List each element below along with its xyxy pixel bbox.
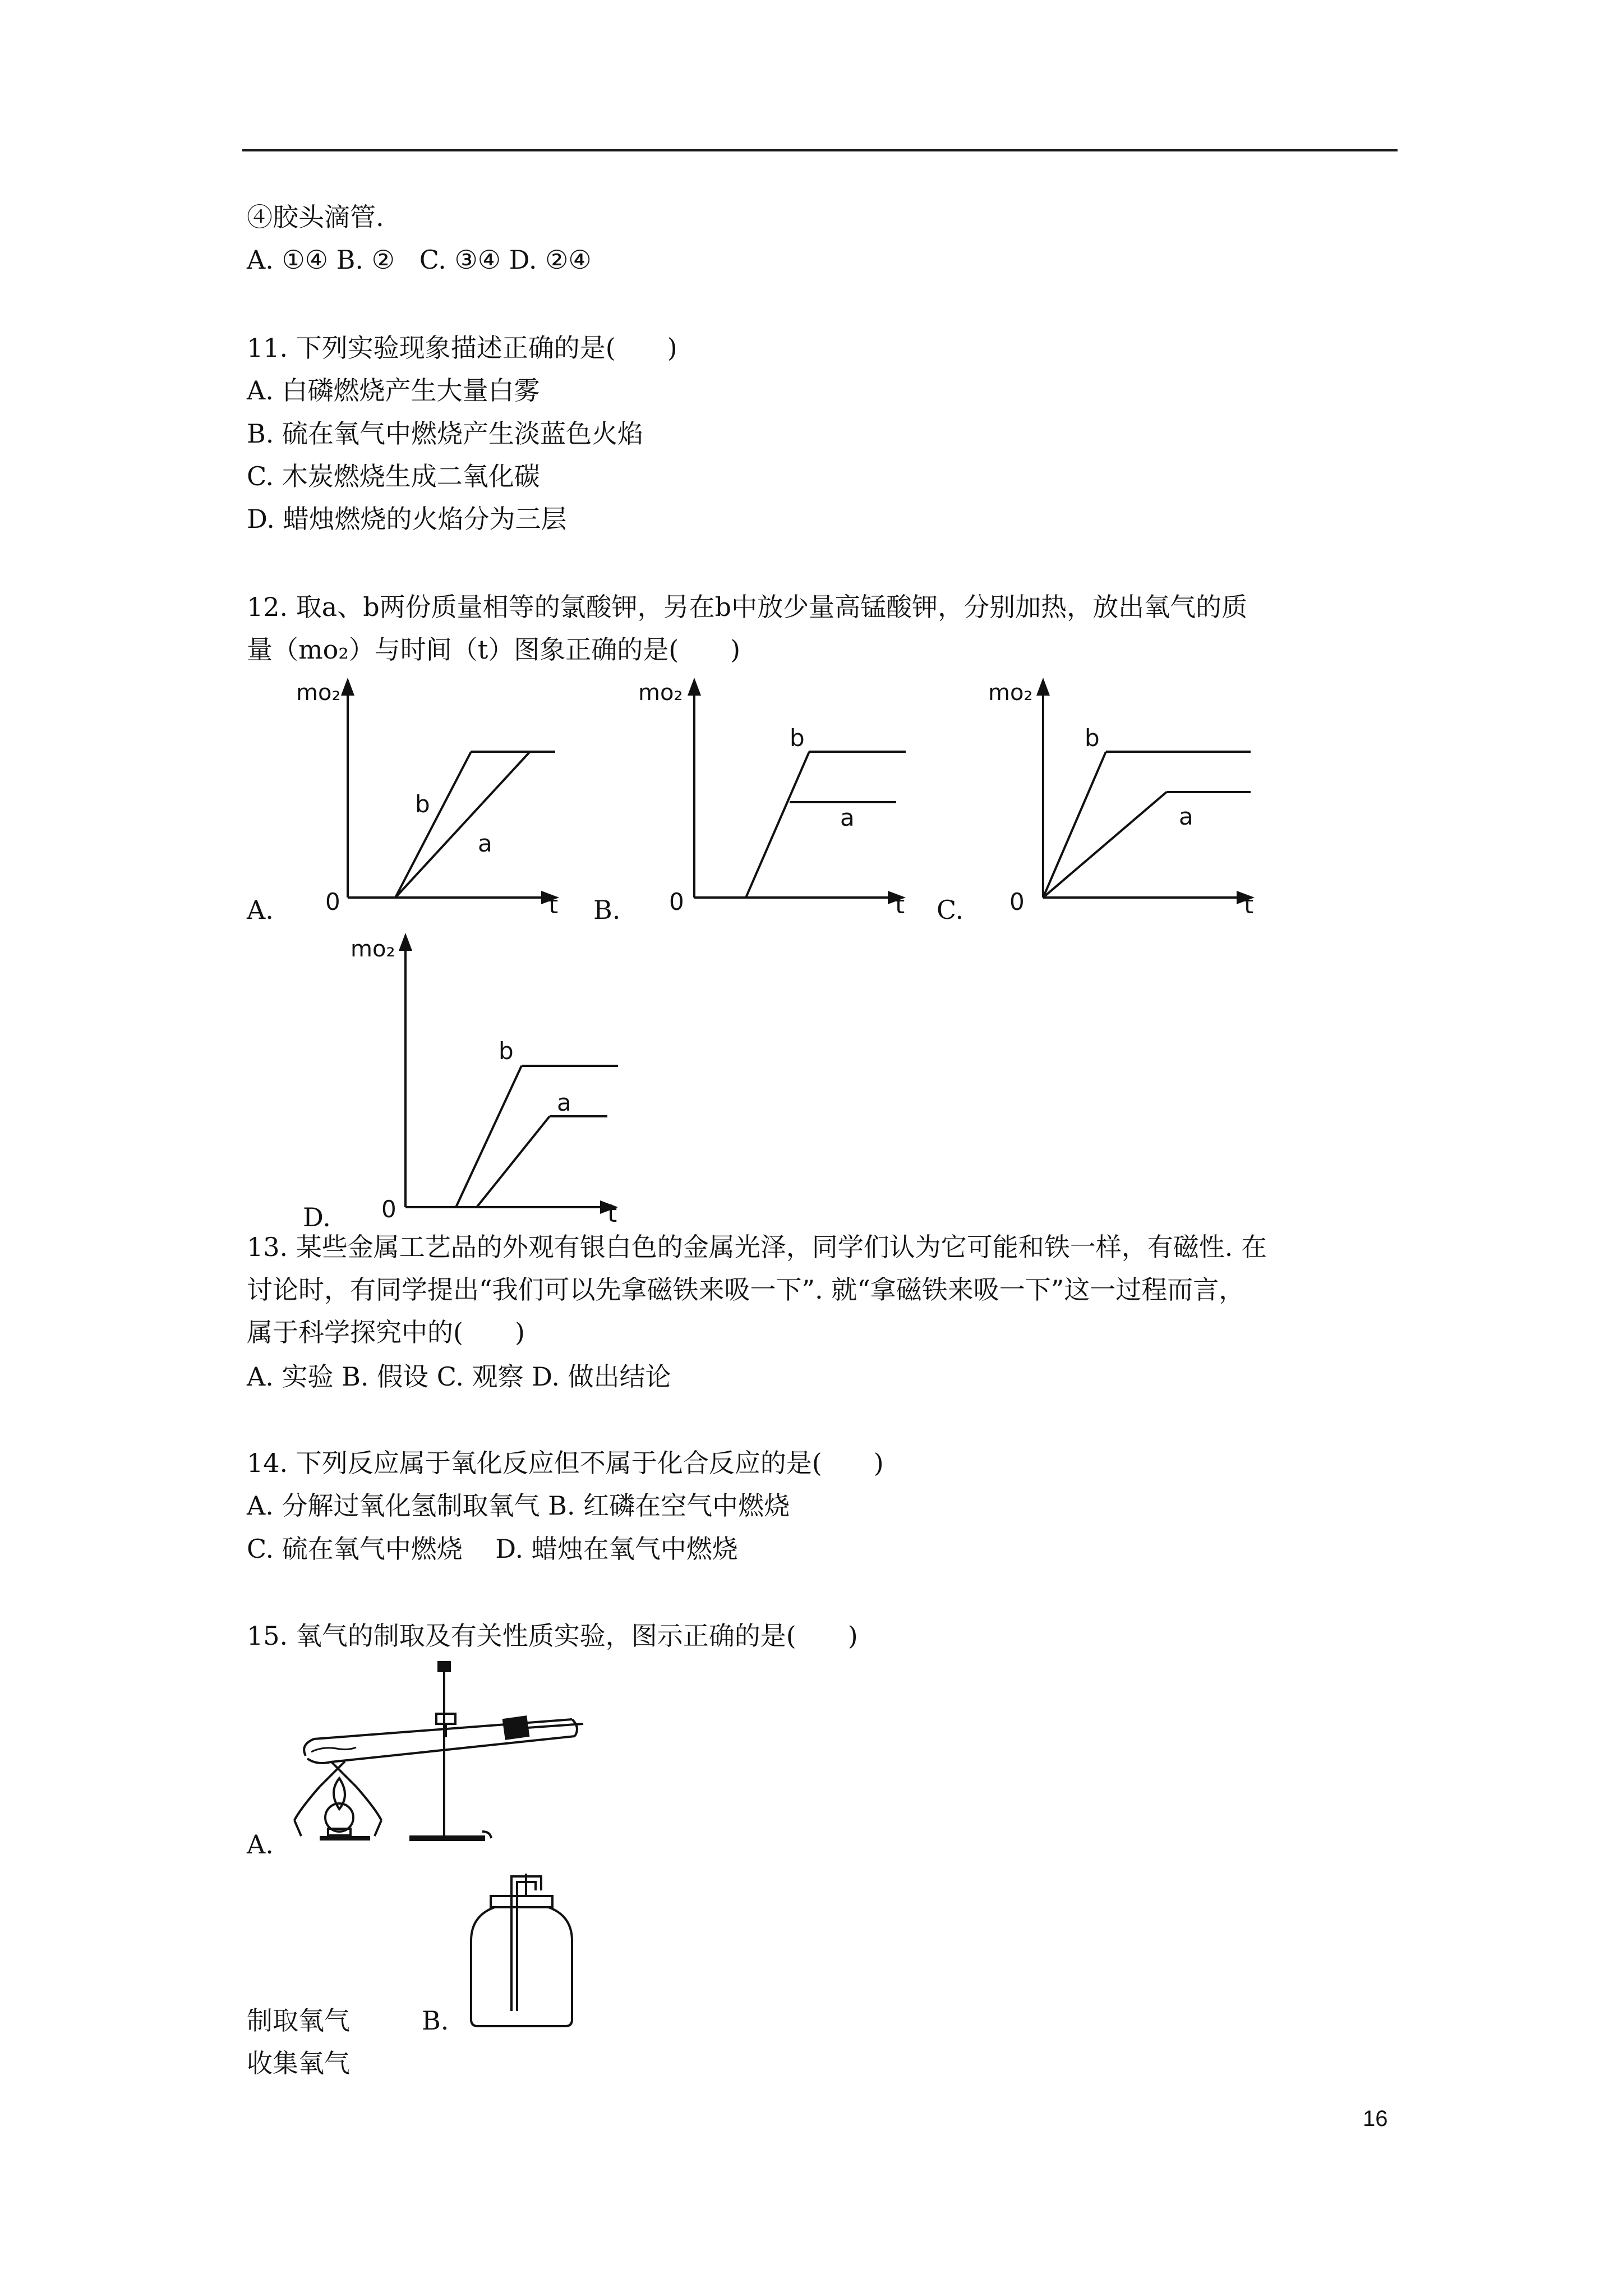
q14-stem: 14. 下列反应属于氧化反应但不属于化合反应的是( ) [247, 1448, 884, 1478]
apparatus-a-heating-tube-icon [292, 1658, 583, 1848]
graph-d [339, 926, 653, 1240]
q11-option-c: C. 木炭燃烧生成二氧化碳 [247, 461, 540, 491]
graph-c-xlabel: t [1244, 891, 1254, 919]
graph-d-origin: 0 [381, 1195, 396, 1223]
q15-b-label: B. [422, 2005, 449, 2036]
q11-option-a: A. 白磷燃烧产生大量白雾 [247, 375, 540, 406]
q10-tail: ④胶头滴管. [247, 202, 384, 232]
graph-a [280, 668, 594, 926]
q14-options-2: C. 硫在氧气中燃烧 D. 蜡烛在氧气中燃烧 [247, 1534, 738, 1564]
graph-a-label-b: b [415, 790, 430, 818]
apparatus-b-gas-bottle-icon [460, 1868, 583, 2031]
page-number: 16 [1363, 2106, 1388, 2131]
graph-b-option: B. [593, 895, 621, 925]
graph-d-ylabel: mo₂ [351, 936, 395, 962]
q15-stem: 15. 氧气的制取及有关性质实验，图示正确的是( ) [247, 1621, 858, 1651]
q13-line1: 13. 某些金属工艺品的外观有银白色的金属光泽，同学们认为它可能和铁一样，有磁性. 在 [247, 1232, 1267, 1262]
q13-options: A. 实验 B. 假设 C. 观察 D. 做出结论 [247, 1361, 671, 1392]
q15-a-caption: 制取氧气 [247, 2005, 350, 2036]
q11-option-b: B. 硫在氧气中燃烧产生淡蓝色火焰 [247, 418, 644, 449]
q12-stem-line1: 12. 取a、b两份质量相等的氯酸钾，另在b中放少量高锰酸钾，分别加热，放出氧气的质 [247, 592, 1248, 622]
q14-options-1: A. 分解过氧化氢制取氧气 B. 红磷在空气中燃烧 [247, 1490, 790, 1521]
graph-c-option: C. [937, 895, 964, 925]
graph-c-label-b: b [1085, 724, 1100, 752]
graph-b-xlabel: t [895, 891, 905, 919]
graph-b-origin: 0 [669, 888, 684, 915]
q11-stem: 11. 下列实验现象描述正确的是( ) [247, 333, 677, 363]
q13-line2: 讨论时，有同学提出“我们可以先拿磁铁来吸一下”. 就“拿磁铁来吸一下”这一过程而言， [247, 1274, 1245, 1305]
graph-d-label-a: a [557, 1089, 571, 1116]
graph-a-option: A. [247, 895, 274, 925]
graph-c-ylabel: mo₂ [988, 680, 1033, 706]
graph-b-label-a: a [840, 804, 855, 831]
q15-b-caption: 收集氧气 [247, 2048, 350, 2078]
q13-line3: 属于科学探究中的( ) [247, 1317, 525, 1347]
graph-a-origin: 0 [325, 888, 340, 915]
graph-c-origin: 0 [1009, 888, 1025, 915]
graph-a-ylabel: mo₂ [296, 680, 341, 706]
graph-a-label-a: a [478, 830, 492, 857]
graph-a-xlabel: t [548, 891, 559, 919]
q11-option-d: D. 蜡烛燃烧的火焰分为三层 [247, 504, 567, 534]
graph-c [976, 668, 1290, 926]
q10-options: A. ①④ B. ② C. ③④ D. ②④ [247, 245, 592, 275]
q15-a-label: A. [247, 1829, 274, 1860]
graph-b-label-b: b [790, 724, 805, 752]
graph-b-ylabel: mo₂ [638, 680, 683, 706]
graph-d-option: D. [303, 1202, 331, 1232]
graph-c-label-a: a [1179, 803, 1193, 830]
graph-b [627, 668, 941, 926]
q12-stem-line2: 量（mo₂）与时间（t）图象正确的是( ) [247, 634, 741, 665]
graph-d-label-b: b [499, 1037, 514, 1065]
graph-d-xlabel: t [607, 1199, 617, 1228]
header-rule [242, 149, 1398, 151]
